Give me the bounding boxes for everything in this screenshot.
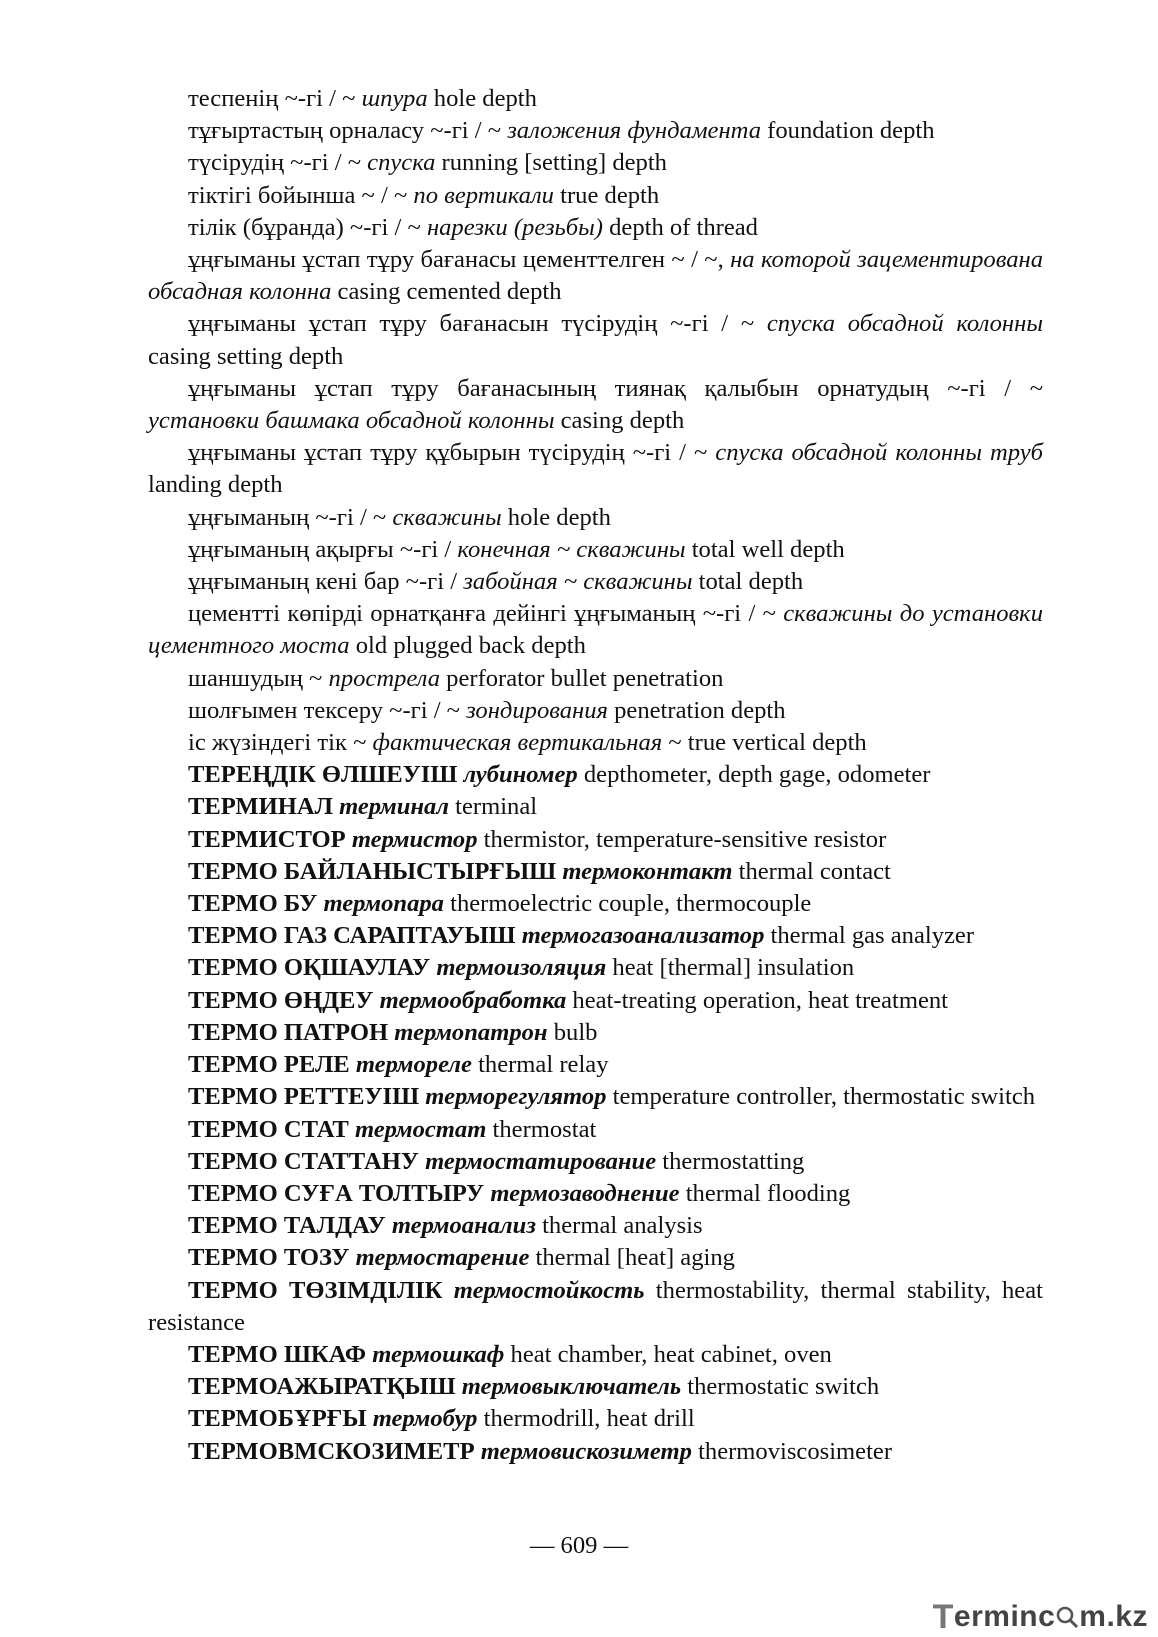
dictionary-entry — [148, 663, 1043, 695]
page-number: — 609 — — [529, 1532, 629, 1559]
term-text: thermal relay — [471, 1051, 609, 1079]
term-text: ұңғыманың ақырғы ~-гі / — [188, 535, 458, 563]
term-text: теспенің ~-гі / ~ — [188, 85, 362, 112]
headword-russian: термостарение — [355, 1244, 530, 1272]
term-russian: спуска обсадной колонны труб — [715, 439, 1044, 467]
dictionary-entry — [148, 437, 1043, 501]
dictionary-entry — [148, 856, 1043, 888]
headword-russian: термореле — [355, 1051, 472, 1079]
term-text: casing depth — [554, 407, 685, 435]
headword-russian: термозаводнение — [490, 1179, 680, 1207]
term-text: heat chamber, heat cabinet, oven — [504, 1340, 832, 1368]
dictionary-entry — [148, 1242, 1043, 1274]
dictionary-entry — [148, 180, 1043, 212]
term-text: тұғыртастың орналасу ~-гі / ~ — [188, 117, 508, 145]
dictionary-entry — [148, 952, 1043, 984]
dictionary-entries — [148, 83, 1043, 1468]
dictionary-entry — [148, 920, 1043, 952]
headword-kazakh: ТЕРМО СТАТ — [188, 1115, 355, 1143]
dictionary-entry — [148, 824, 1043, 856]
term-text: ұңғыманың ~-гі / ~ — [188, 503, 393, 531]
dictionary-entry — [148, 566, 1043, 598]
term-text: thermal analysis — [535, 1212, 703, 1240]
term-text: thermal [heat] aging — [529, 1244, 735, 1272]
term-text: ұңғыманы ұстап тұру бағанасы цементтелген ~ / ~, — [188, 246, 731, 274]
headword-kazakh: ТЕРМО БАЙЛАНЫСТЫРҒЫШ — [188, 857, 563, 885]
dictionary-entry — [148, 1081, 1043, 1113]
term-text: thermodrill, heat drill — [477, 1405, 695, 1433]
term-russian: скважины — [392, 503, 502, 531]
headword-kazakh: ТЕРМИНАЛ — [188, 793, 340, 821]
term-text: тіктігі бойынша ~ / ~ — [188, 181, 414, 209]
dictionary-entry — [148, 502, 1043, 534]
dictionary-entry — [148, 1371, 1043, 1403]
headword-kazakh: ТЕРМОАЖЫРАТҚЫШ — [188, 1373, 462, 1401]
term-text: thermal flooding — [679, 1179, 851, 1207]
term-text: bulb — [547, 1018, 598, 1046]
term-russian: забойная ~ скважины — [463, 568, 693, 596]
headword-kazakh: ТЕРМИСТОР — [188, 825, 352, 853]
term-russian: спуска обсадной колонны — [766, 310, 1043, 338]
headword-kazakh: ТЕРМО РЕТТЕУІШ — [188, 1083, 426, 1111]
term-russian: заложения фундамента — [507, 117, 762, 145]
dictionary-entry — [148, 1114, 1043, 1146]
term-text: thermostat — [486, 1115, 597, 1143]
term-text: thermoviscosimeter — [691, 1437, 893, 1465]
term-text: temperature controller, thermostatic switch — [606, 1083, 1036, 1111]
headword-kazakh: ТЕРМО ГАЗ САРАПТАУЫШ — [188, 922, 522, 950]
headword-kazakh: ТЕРМОВМСКОЗИМЕТР — [188, 1437, 481, 1465]
term-russian: скважины до установки цементного моста — [148, 600, 1043, 660]
headword-russian: термостатирование — [425, 1147, 657, 1175]
term-text: perforator bullet penetration — [440, 664, 724, 692]
term-text: іс жүзіндегі тік ~ — [188, 729, 373, 757]
term-text: heat-treating operation, heat treatment — [566, 986, 948, 1014]
term-text: true depth — [553, 181, 660, 209]
term-text: тілік (бұранда) ~-гі / ~ — [188, 213, 427, 241]
dictionary-entry — [148, 1436, 1043, 1468]
dictionary-entry — [148, 1146, 1043, 1178]
dictionary-entry — [148, 1275, 1043, 1339]
dictionary-entry — [148, 598, 1043, 662]
term-text: hole depth — [427, 85, 537, 112]
term-text: ұңғыманы ұстап тұру құбырын түсірудің ~-гі / ~ — [188, 439, 716, 467]
term-text: ~ true vertical depth — [662, 729, 867, 757]
term-text: hole depth — [501, 503, 611, 531]
term-text: ұңғыманың кені бар ~-гі / — [188, 568, 464, 596]
term-text: heat [thermal] insulation — [606, 954, 855, 982]
headword-kazakh: ТЕРМО ТОЗУ — [188, 1244, 356, 1272]
dictionary-entry — [148, 308, 1043, 372]
term-text: casing cemented depth — [331, 278, 562, 306]
logo-text: erminc — [953, 1600, 1056, 1633]
dictionary-entry — [148, 115, 1043, 147]
headword-kazakh: ТЕРМО ТӨЗІМДІЛІК — [188, 1276, 454, 1304]
headword-kazakh: ТЕРМО СУҒА ТОЛТЫРУ — [188, 1179, 491, 1207]
headword-russian: термистор — [351, 825, 478, 853]
logo-suffix: m.kz — [1079, 1600, 1148, 1633]
dictionary-entry — [148, 244, 1043, 308]
term-russian: на которой зацементирована обсадная колонна — [148, 246, 1043, 306]
term-text: thermostability, thermal stability, heat resistance — [148, 1276, 1043, 1336]
dictionary-entry — [148, 727, 1043, 759]
headword-kazakh: ТЕРМО ОҚШАУЛАУ — [188, 954, 437, 982]
headword-kazakh: ТЕРМО БУ — [188, 890, 324, 918]
headword-russian: термошкаф — [372, 1340, 505, 1368]
term-russian: фактическая вертикальная — [372, 729, 663, 757]
dictionary-entry — [148, 1049, 1043, 1081]
headword-russian: термообработка — [379, 986, 567, 1014]
dictionary-entry — [148, 1403, 1043, 1435]
headword-russian: термопара — [323, 890, 444, 918]
headword-kazakh: ТЕРМО ПАТРОН — [188, 1018, 395, 1046]
term-text: thermoelectric couple, thermocouple — [443, 890, 812, 918]
dictionary-entry — [148, 83, 1043, 115]
dictionary-entry — [148, 985, 1043, 1017]
term-text: шаншудың ~ — [188, 664, 329, 692]
headword-kazakh: ТЕРМО ШКАФ — [188, 1340, 373, 1368]
headword-kazakh: ТЕРМО РЕЛЕ — [188, 1051, 356, 1079]
headword-russian: термогазоанализатор — [521, 922, 765, 950]
term-russian: шпура — [361, 85, 428, 112]
term-text: casing setting depth — [148, 342, 344, 370]
dictionary-entry — [148, 695, 1043, 727]
headword-kazakh: ТЕРМОБҰРҒЫ — [188, 1405, 373, 1433]
term-russian: установки башмака обсадной колонны — [148, 407, 555, 435]
term-text: ұңғыманы ұстап тұру бағанасын түсірудің ~-гі / ~ — [188, 310, 767, 338]
magnifier-icon — [1055, 1605, 1079, 1629]
term-text: thermistor, temperature-sensitive resistor — [477, 825, 887, 853]
term-text: penetration depth — [607, 696, 786, 724]
dictionary-entry — [148, 1178, 1043, 1210]
term-text: цементті көпірді орнатқанға дейінгі ұңғыманың ~-гі / ~ — [188, 600, 784, 628]
headword-russian: терморегулятор — [425, 1083, 607, 1111]
term-text: depthometer, depth gage, odometer — [577, 761, 931, 789]
headword-russian: термоконтакт — [562, 857, 733, 885]
term-russian: нарезки (резьбы) — [426, 213, 603, 241]
headword-kazakh: ТЕРМО СТАТТАНУ — [188, 1147, 426, 1175]
term-russian: конечная ~ скважины — [457, 535, 686, 563]
headword-russian: термобур — [372, 1405, 478, 1433]
headword-russian: лубиномер — [463, 761, 578, 789]
term-text: total depth — [692, 568, 804, 596]
term-text: thermostatic switch — [681, 1373, 880, 1401]
dictionary-entry — [148, 1017, 1043, 1049]
logo-prefix: T — [932, 1597, 954, 1636]
term-text: thermal gas analyzer — [764, 922, 975, 950]
term-text: terminal — [448, 793, 538, 821]
headword-kazakh: ТЕРМО ӨҢДЕУ — [188, 986, 380, 1014]
dictionary-entry — [148, 1339, 1043, 1371]
term-text: depth of thread — [602, 213, 758, 241]
dictionary-entry — [148, 534, 1043, 566]
term-text: thermal contact — [732, 857, 891, 885]
term-russian: по вертикали — [413, 181, 554, 209]
headword-kazakh: ТЕРЕҢДІК ӨЛШЕУІШ — [188, 761, 464, 789]
dictionary-entry — [148, 759, 1043, 791]
term-text: total well depth — [685, 535, 845, 563]
dictionary-entry — [148, 1210, 1043, 1242]
term-russian: зондирования — [466, 696, 608, 724]
term-text: түсірудің ~-гі / ~ — [188, 149, 368, 177]
term-text: landing depth — [148, 471, 283, 499]
term-russian: спуска — [367, 149, 436, 177]
dictionary-entry — [148, 373, 1043, 437]
term-text: шолғымен тексеру ~-гі / ~ — [188, 696, 467, 724]
headword-russian: термопатрон — [394, 1018, 548, 1046]
dictionary-entry — [148, 147, 1043, 179]
headword-russian: термоизоляция — [436, 954, 607, 982]
term-text: foundation depth — [761, 117, 935, 145]
dictionary-entry — [148, 212, 1043, 244]
term-text: ұңғыманы ұстап тұру бағанасының тиянақ қалыбын орнатудың ~-гі / ~ — [188, 374, 1043, 402]
termincom-logo — [932, 1597, 1148, 1636]
headword-russian: терминал — [339, 793, 449, 821]
dictionary-entry — [148, 791, 1043, 823]
term-text: running [setting] depth — [435, 149, 667, 177]
dictionary-entry — [148, 888, 1043, 920]
term-text: thermostatting — [656, 1147, 805, 1175]
headword-kazakh: ТЕРМО ТАЛДАУ — [188, 1212, 392, 1240]
term-russian: прострела — [328, 664, 441, 692]
headword-russian: термовискозиметр — [480, 1437, 692, 1465]
headword-russian: термостойкость — [453, 1276, 645, 1304]
headword-russian: термоанализ — [391, 1212, 536, 1240]
headword-russian: термостат — [354, 1115, 487, 1143]
headword-russian: термовыключатель — [461, 1373, 682, 1401]
term-text: old plugged back depth — [349, 632, 586, 660]
